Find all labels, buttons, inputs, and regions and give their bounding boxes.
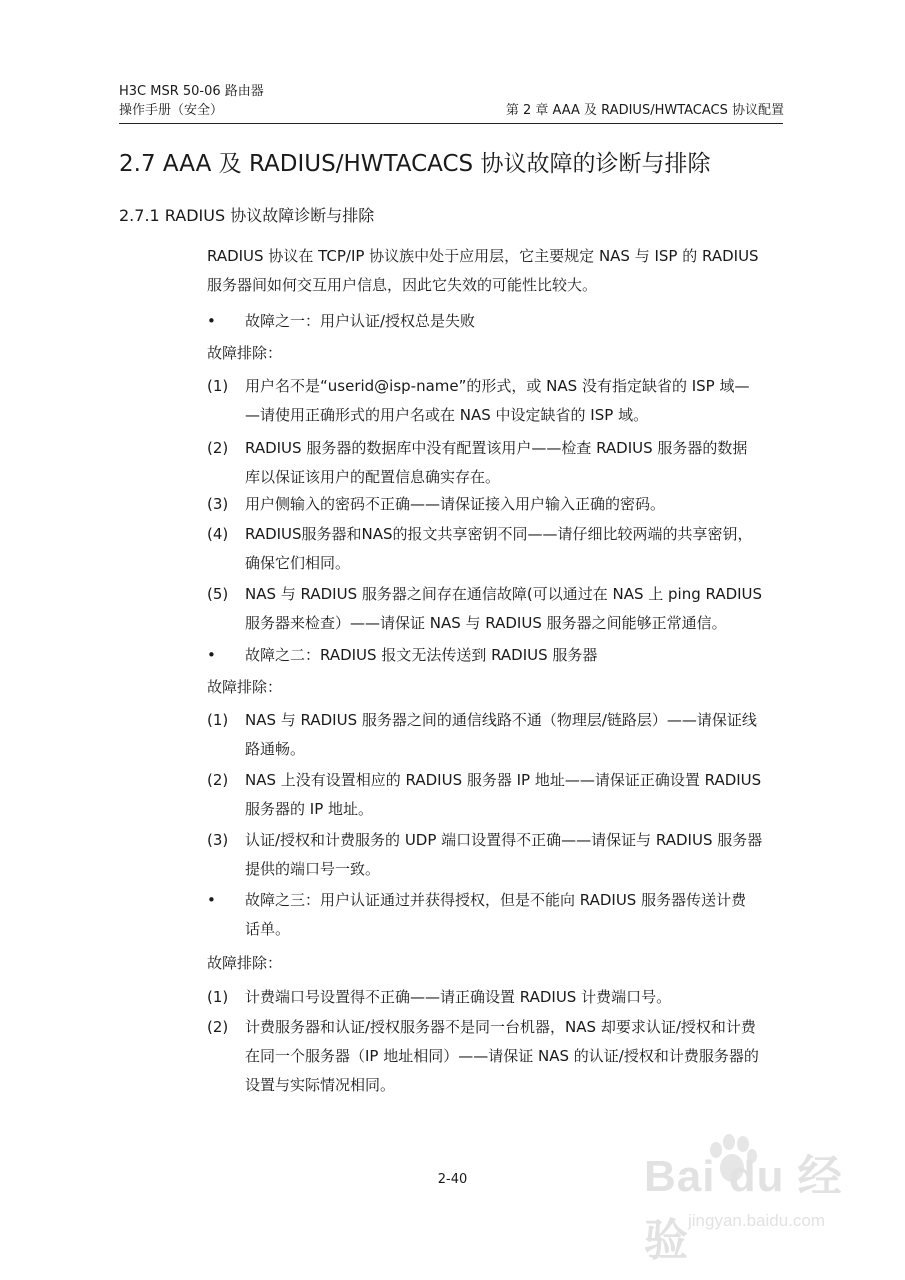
item-number: (2) — [207, 439, 229, 457]
fix-item — [207, 826, 784, 884]
fix-item — [207, 766, 784, 824]
item-line: 确保它们相同。 — [245, 554, 351, 572]
bullet-icon: • — [207, 891, 216, 909]
fix-label: 故障排除： — [207, 954, 283, 972]
item-line: RADIUS服务器和NAS的报文共享密钥不同——请仔细比较两端的共享密钥， — [245, 525, 753, 543]
watermark-logo: Bai du 经验 — [644, 1152, 843, 1265]
section-title: 2.7 AAA 及 RADIUS/HWTACACS 协议故障的诊断与排除 — [119, 151, 711, 177]
fix-item — [207, 983, 784, 1012]
item-line: NAS 与 RADIUS 服务器之间存在通信故障(可以通过在 NAS 上 ping RADIUS — [245, 585, 763, 603]
item-number: (1) — [207, 377, 229, 395]
item-number: (2) — [207, 771, 229, 789]
item-line: NAS 与 RADIUS 服务器之间的通信线路不通（物理层/链路层）——请保证线 — [245, 711, 757, 729]
item-line: 设置与实际情况相同。 — [245, 1076, 396, 1094]
item-line: 计费端口号设置得不正确——请正确设置 RADIUS 计费端口号。 — [245, 988, 672, 1006]
fault-bullet — [207, 641, 784, 670]
header-manual: 操作手册（安全） — [119, 103, 224, 118]
item-line: RADIUS 服务器的数据库中没有配置该用户——检查 RADIUS 服务器的数据 — [245, 439, 748, 457]
item-line: —请使用正确形式的用户名或在 NAS 中设定缺省的 ISP 域。 — [245, 406, 649, 424]
fix-item — [207, 490, 784, 519]
item-line: NAS 上没有设置相应的 RADIUS 服务器 IP 地址——请保证正确设置 RADIUS — [245, 771, 762, 789]
item-line: 路通畅。 — [245, 740, 306, 758]
fault-title: 故障之一：用户认证/授权总是失败 — [245, 312, 476, 330]
item-line: 服务器来检查）——请保证 NAS 与 RADIUS 服务器之间能够正常通信。 — [245, 614, 727, 632]
fix-item — [207, 580, 784, 638]
item-line: 用户名不是“userid@isp-name”的形式，或 NAS 没有指定缺省的 ISP 域— — [245, 377, 750, 395]
intro-paragraph — [207, 242, 784, 300]
intro-line: 服务器间如何交互用户信息，因此它失效的可能性比较大。 — [207, 276, 598, 294]
item-number: (3) — [207, 495, 229, 513]
watermark-url: jingyan.baidu.com — [688, 1211, 826, 1230]
item-line: 计费服务器和认证/授权服务器不是同一台机器，NAS 却要求认证/授权和计费 — [245, 1018, 756, 1036]
header-chapter: 第 2 章 AAA 及 RADIUS/HWTACACS 协议配置 — [505, 103, 784, 118]
item-number: (1) — [207, 988, 229, 1006]
item-number: (5) — [207, 585, 229, 603]
header-product: H3C MSR 50-06 路由器 — [119, 84, 264, 99]
item-number: (2) — [207, 1018, 229, 1036]
fix-label: 故障排除： — [207, 678, 283, 696]
subsection-title: 2.7.1 RADIUS 协议故障诊断与排除 — [119, 206, 375, 225]
fault-title: 话单。 — [245, 920, 291, 938]
item-line: 用户侧输入的密码不正确——请保证接入用户输入正确的密码。 — [245, 495, 666, 513]
bullet-icon: • — [207, 312, 216, 330]
fault-title: 故障之二：RADIUS 报文无法传送到 RADIUS 服务器 — [245, 646, 598, 664]
page-number: 2-40 — [437, 1172, 468, 1187]
fix-label: 故障排除： — [207, 344, 283, 362]
item-number: (1) — [207, 711, 229, 729]
fix-item — [207, 434, 784, 492]
item-line: 库以保证该用户的配置信息确实存在。 — [245, 468, 501, 486]
fix-item — [207, 706, 784, 764]
item-line: 在同一个服务器（IP 地址相同）——请保证 NAS 的认证/授权和计费服务器的 — [245, 1047, 759, 1065]
fault-bullet — [207, 886, 784, 944]
item-number: (3) — [207, 831, 229, 849]
item-number: (4) — [207, 525, 229, 543]
fault-title: 故障之三：用户认证通过并获得授权，但是不能向 RADIUS 服务器传送计费 — [245, 891, 747, 909]
baidu-watermark — [636, 1128, 866, 1265]
header-rule — [119, 123, 783, 124]
fix-item — [207, 1013, 784, 1100]
item-line: 服务器的 IP 地址。 — [245, 800, 374, 818]
item-line: 认证/授权和计费服务的 UDP 端口设置得不正确——请保证与 RADIUS 服务器 — [245, 831, 763, 849]
fix-item — [207, 372, 784, 430]
bullet-icon: • — [207, 646, 216, 664]
fix-item — [207, 520, 784, 578]
intro-line: RADIUS 协议在 TCP/IP 协议族中处于应用层，它主要规定 NAS 与 ISP 的 RADIUS — [207, 247, 759, 265]
fault-bullet — [207, 307, 784, 336]
item-line: 提供的端口号一致。 — [245, 860, 381, 878]
